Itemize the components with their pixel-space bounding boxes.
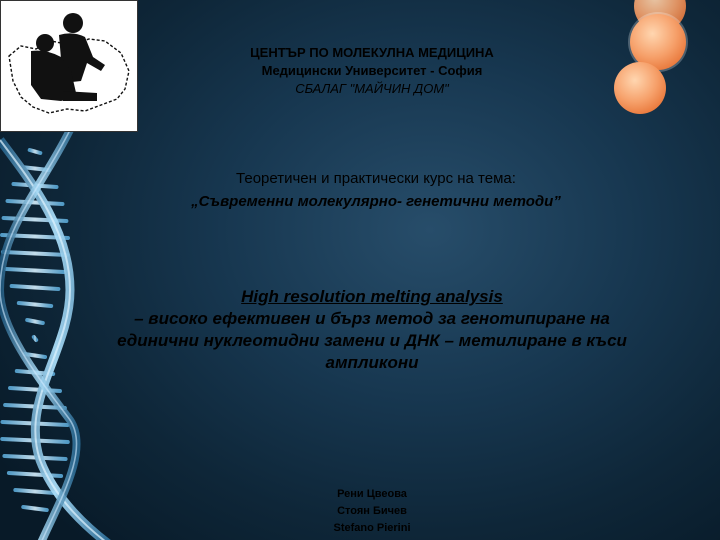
header-line-2: Медицински Университет - София xyxy=(261,63,483,78)
author-name: Стоян Бичев xyxy=(337,505,407,517)
course-intro: Теоретичен и практически курс на тема: xyxy=(236,170,516,187)
dna-rung xyxy=(3,252,67,255)
dna-rung xyxy=(6,269,64,272)
dna-rung xyxy=(9,473,61,476)
topic-line-4: ампликони xyxy=(325,353,419,372)
topic-block xyxy=(12,286,720,374)
header-line-1: ЦЕНТЪР ПО МОЛЕКУЛНА МЕДИЦИНА xyxy=(250,45,494,60)
topic-line-2: – високо ефективен и бърз метод за генотипиране на xyxy=(134,309,610,328)
author-name: Рени Цвеова xyxy=(337,488,407,500)
authors-list xyxy=(12,486,720,537)
header-line-3: СБАЛАГ "МАЙЧИН ДОМ" xyxy=(295,81,449,96)
dna-rung xyxy=(30,150,41,153)
topic-title: High resolution melting analysis xyxy=(241,287,503,306)
course-title: „Съвременни молекулярно- генетични методи” xyxy=(191,193,561,210)
topic-line-3: единични нуклеотидни замени и ДНК – метилиране в къси xyxy=(117,331,627,350)
author-name: Stefano Pierini xyxy=(333,522,411,534)
